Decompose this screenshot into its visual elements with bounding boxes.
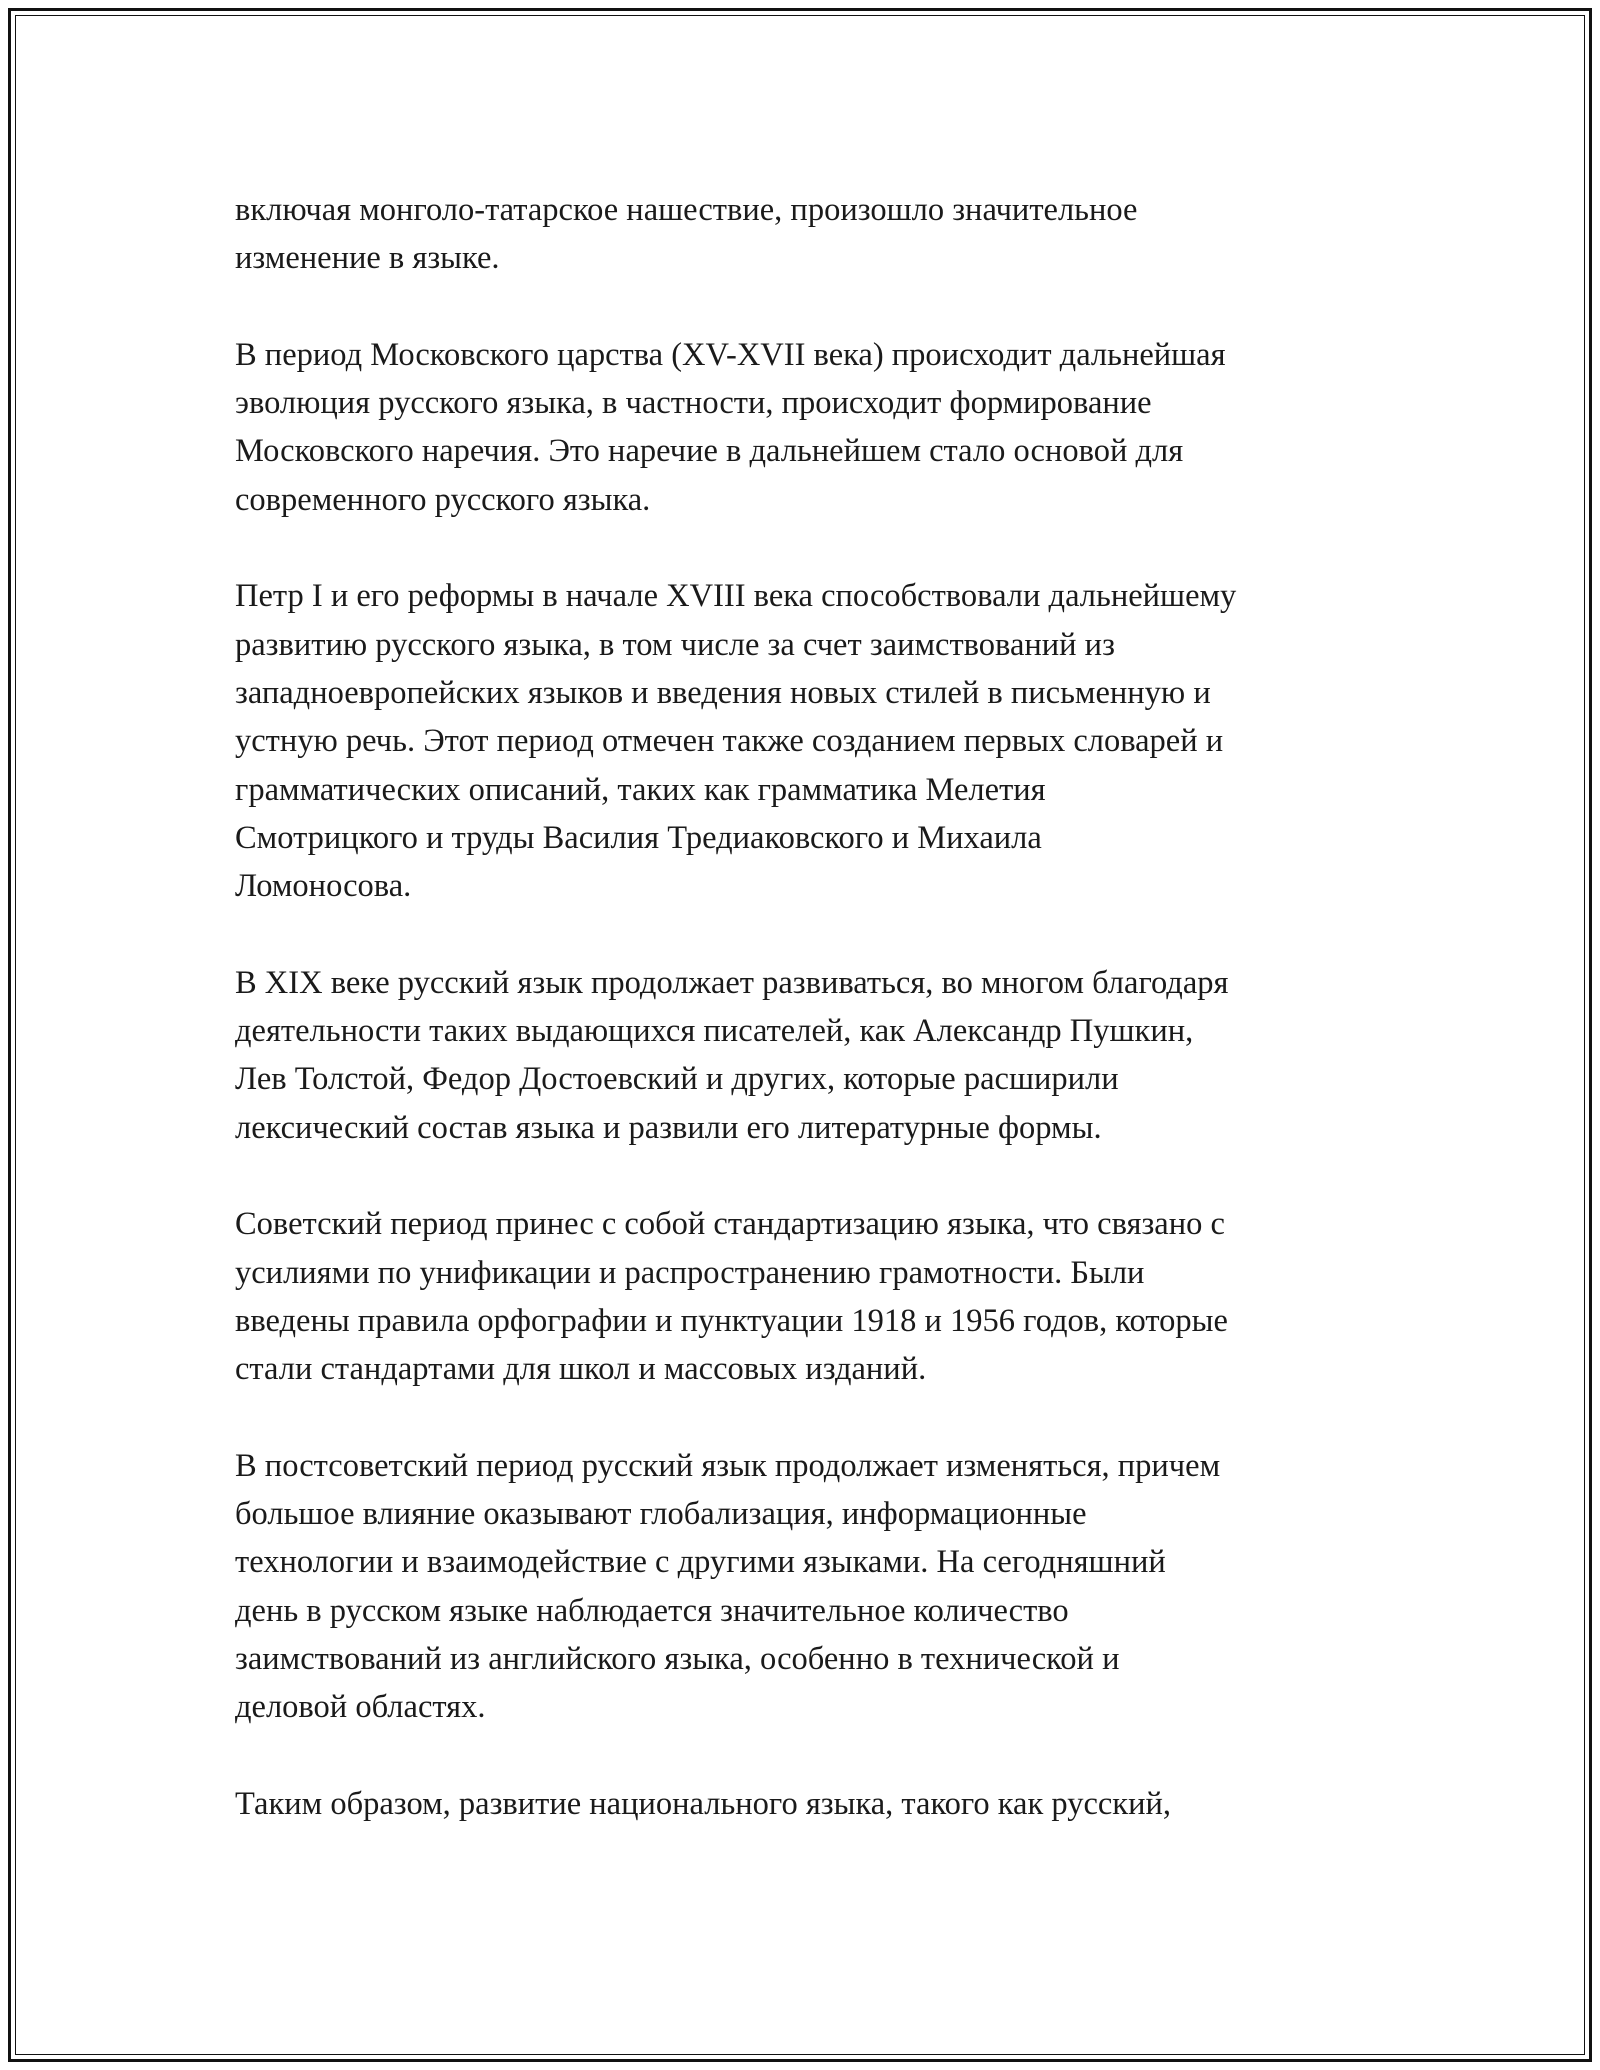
text-line: Ломоносова. (235, 868, 412, 905)
text-line: Советский период принес с собой стандартизацию языка, что связано с (235, 1206, 1225, 1243)
text-line: усилиями по унификации и распространению грамотности. Были (235, 1254, 1145, 1291)
paragraph-1 (235, 186, 1375, 283)
text-line: технологии и взаимодействие с другими языками. На сегодняшний (235, 1544, 1166, 1581)
text-line: развитию русского языка, в том числе за счет заимствований из (235, 626, 1115, 663)
text-line: большое влияние оказывают глобализация, информационные (235, 1496, 1087, 1533)
text-line: Лев Толстой, Федор Достоевский и других, которые расширили (235, 1061, 1119, 1098)
text-line: В постсоветский период русский язык продолжает изменяться, причем (235, 1447, 1221, 1484)
text-line: эволюция русского языка, в частности, происходит формирование (235, 385, 1152, 422)
paragraph-2 (235, 331, 1375, 524)
text-line: Московского наречия. Это наречие в дальнейшем стало основой для (235, 433, 1184, 470)
text-line: грамматических описаний, таких как грамматика Мелетия (235, 771, 1046, 808)
text-line: деловой областях. (235, 1689, 486, 1726)
text-line: В период Московского царства (XV-XVII века) происходит дальнейшая (235, 336, 1226, 373)
text-line: включая монголо-татарское нашествие, произошло значительное (235, 192, 1138, 228)
text-line: лексический состав языка и развили его литературные формы. (235, 1109, 1102, 1146)
paragraph-5 (235, 1200, 1375, 1393)
text-line: современного русского языка. (235, 481, 651, 518)
text-line: день в русском языке наблюдается значительное количество (235, 1592, 1069, 1629)
text-line: введены правила орфографии и пунктуации 1918 и 1956 годов, которые (235, 1302, 1228, 1339)
document-body (235, 186, 1375, 1828)
paragraph-4 (235, 959, 1375, 1152)
text-line: изменение в языке. (235, 240, 500, 277)
text-line: заимствований из английского языка, особенно в технической и (235, 1640, 1120, 1677)
text-line: Петр I и его реформы в начале XVIII века способствовали дальнейшему (235, 578, 1237, 615)
text-line: Таким образом, развитие национального языка, такого как русский, (235, 1785, 1171, 1822)
paragraph-7 (235, 1780, 1375, 1828)
text-line: деятельности таких выдающихся писателей, как Александр Пушкин, (235, 1013, 1194, 1050)
text-line: западноевропейских языков и введения новых стилей в письменную и (235, 674, 1211, 711)
text-line: стали стандартами для школ и массовых изданий. (235, 1351, 927, 1388)
paragraph-3 (235, 572, 1375, 910)
text-line: устную речь. Этот период отмечен также созданием первых словарей и (235, 723, 1224, 760)
text-line: Смотрицкого и труды Василия Тредиаковского и Михаила (235, 819, 1042, 856)
text-line: В XIX веке русский язык продолжает развиваться, во многом благодаря (235, 964, 1229, 1001)
paragraph-6 (235, 1442, 1375, 1732)
